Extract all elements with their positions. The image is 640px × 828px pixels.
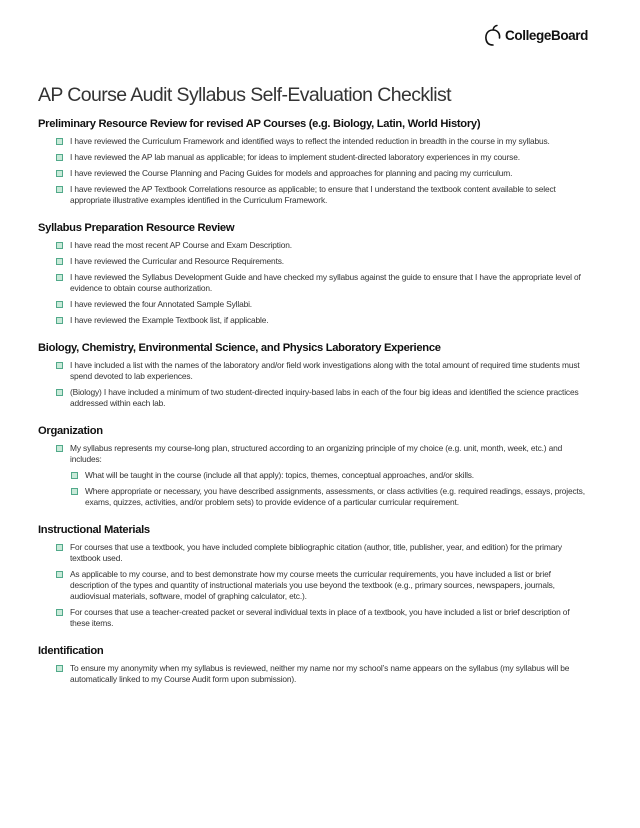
checkbox-icon[interactable] bbox=[56, 445, 63, 452]
checklist-item-text: I have included a list with the names of the laboratory and/or field work investigations along with the total amount of required time students must spend devoted to lab experiences. bbox=[70, 360, 580, 381]
section-heading: Syllabus Preparation Resource Review bbox=[38, 222, 235, 234]
checkbox-icon[interactable] bbox=[56, 154, 63, 161]
checklist-item-text: For courses that use a textbook, you have included complete bibliographic citation (author, title, publisher, year, and edition) for the primary textbook used. bbox=[70, 542, 562, 563]
checklist-content bbox=[38, 112, 586, 690]
checklist-item-text: I have reviewed the Course Planning and Pacing Guides for models and approaches for planning and pacing my curriculum. bbox=[70, 168, 513, 178]
logo-text: CollegeBoard bbox=[505, 27, 588, 43]
checklist-subitem bbox=[38, 470, 586, 481]
checklist-subitem bbox=[38, 486, 586, 508]
checklist-item-text: I have reviewed the Syllabus Development Guide and have checked my syllabus against the guide to ensure that I have the appropriate level of evidence to obtain course authorization. bbox=[70, 272, 581, 293]
checklist-item-text: I have reviewed the Example Textbook list, if applicable. bbox=[70, 315, 269, 325]
acorn-icon bbox=[484, 24, 502, 46]
checklist-item bbox=[38, 607, 586, 629]
checklist-item-text: As applicable to my course, and to best demonstrate how my course meets the curricular requirements, you have included a list or brief description of the types and quantity of instructional materials you use beyond the textbook (e.g., primary sources, newspapers, journals, audiovisual materials, software, model of graphing calculator, etc.). bbox=[70, 569, 555, 601]
checklist-subitem-text: What will be taught in the course (include all that apply): topics, themes, conceptual approaches, and/or skills. bbox=[85, 470, 474, 480]
checklist-section bbox=[38, 645, 586, 685]
checkbox-icon[interactable] bbox=[56, 242, 63, 249]
checklist-item-text: I have read the most recent AP Course and Exam Description. bbox=[70, 240, 292, 250]
checkbox-icon[interactable] bbox=[71, 472, 78, 479]
checklist-item-text: For courses that use a teacher-created packet or several individual texts in place of a textbook, you have included a list or brief description of these items. bbox=[70, 607, 570, 628]
checkbox-icon[interactable] bbox=[56, 186, 63, 193]
checklist-item bbox=[38, 256, 586, 267]
checkbox-icon[interactable] bbox=[56, 389, 63, 396]
checklist-item-text: To ensure my anonymity when my syllabus is reviewed, neither my name nor my school’s name appears on the syllabus (my syllabus will be automatically linked to my Course Audit form upon submission). bbox=[70, 663, 570, 684]
checklist-item-text: (Biology) I have included a minimum of two student-directed inquiry-based labs in each of the four big ideas and identified the science practices addressed within each lab. bbox=[70, 387, 579, 408]
section-heading: Preliminary Resource Review for revised AP Courses (e.g. Biology, Latin, World History) bbox=[38, 118, 481, 130]
checklist-item-text: I have reviewed the Curriculum Framework and identified ways to reflect the intended reduction in breadth in the course in my syllabus. bbox=[70, 136, 550, 146]
checklist-item bbox=[38, 299, 586, 310]
checklist-item-text: My syllabus represents my course-long plan, structured according to an organizing principle of my choice (e.g. unit, month, week, etc.) and includes: bbox=[70, 443, 563, 464]
section-heading: Identification bbox=[38, 645, 104, 657]
checklist bbox=[38, 136, 586, 206]
checkbox-icon[interactable] bbox=[56, 544, 63, 551]
checklist-item bbox=[38, 315, 586, 326]
checkbox-icon[interactable] bbox=[56, 274, 63, 281]
checklist-item bbox=[38, 168, 586, 179]
checklist-item bbox=[38, 152, 586, 163]
checklist-item-text: I have reviewed the AP lab manual as applicable; for ideas to implement student-directed laboratory experiences in my course. bbox=[70, 152, 520, 162]
checklist bbox=[38, 542, 586, 629]
section-heading: Biology, Chemistry, Environmental Science, and Physics Laboratory Experience bbox=[38, 342, 441, 354]
checklist-item bbox=[38, 360, 586, 382]
checklist bbox=[38, 360, 586, 409]
checklist-subitem-text: Where appropriate or necessary, you have described assignments, assessments, or class activities (e.g. required readings, essays, projects, exams, quizzes, activities, and/or problem sets) to provide evidence of a particular curricular requirement. bbox=[85, 486, 585, 507]
checklist bbox=[38, 240, 586, 326]
checkbox-icon[interactable] bbox=[56, 170, 63, 177]
checkbox-icon[interactable] bbox=[56, 258, 63, 265]
checkbox-icon[interactable] bbox=[56, 665, 63, 672]
checklist-section bbox=[38, 222, 586, 326]
checkbox-icon[interactable] bbox=[56, 609, 63, 616]
checklist-section bbox=[38, 524, 586, 629]
checklist bbox=[38, 443, 586, 508]
checklist-item bbox=[38, 240, 586, 251]
checklist-item bbox=[38, 569, 586, 602]
checkbox-icon[interactable] bbox=[71, 488, 78, 495]
checklist-item bbox=[38, 443, 586, 465]
checklist-item bbox=[38, 542, 586, 564]
checkbox-icon[interactable] bbox=[56, 301, 63, 308]
checkbox-icon[interactable] bbox=[56, 138, 63, 145]
checklist-item bbox=[38, 387, 586, 409]
section-heading: Organization bbox=[38, 425, 103, 437]
checklist-item bbox=[38, 272, 586, 294]
checkbox-icon[interactable] bbox=[56, 571, 63, 578]
checklist-section bbox=[38, 342, 586, 409]
checklist bbox=[38, 663, 586, 685]
checklist-item bbox=[38, 184, 586, 206]
sub-checklist bbox=[38, 470, 586, 508]
checklist-section bbox=[38, 118, 586, 206]
checklist-item bbox=[38, 136, 586, 147]
checklist-item-text: I have reviewed the Curricular and Resource Requirements. bbox=[70, 256, 284, 266]
checkbox-icon[interactable] bbox=[56, 362, 63, 369]
section-heading: Instructional Materials bbox=[38, 524, 150, 536]
checklist-item-text: I have reviewed the four Annotated Sample Syllabi. bbox=[70, 299, 252, 309]
page-title: AP Course Audit Syllabus Self-Evaluation Checklist bbox=[38, 84, 451, 106]
checklist-item bbox=[38, 663, 586, 685]
checklist-item-text: I have reviewed the AP Textbook Correlations resource as applicable; to ensure that I understand the textbook content available to select appropriate illustrative examples identified in the Curriculum Framework. bbox=[70, 184, 556, 205]
checklist-section bbox=[38, 425, 586, 508]
checkbox-icon[interactable] bbox=[56, 317, 63, 324]
collegeboard-logo bbox=[484, 24, 588, 46]
